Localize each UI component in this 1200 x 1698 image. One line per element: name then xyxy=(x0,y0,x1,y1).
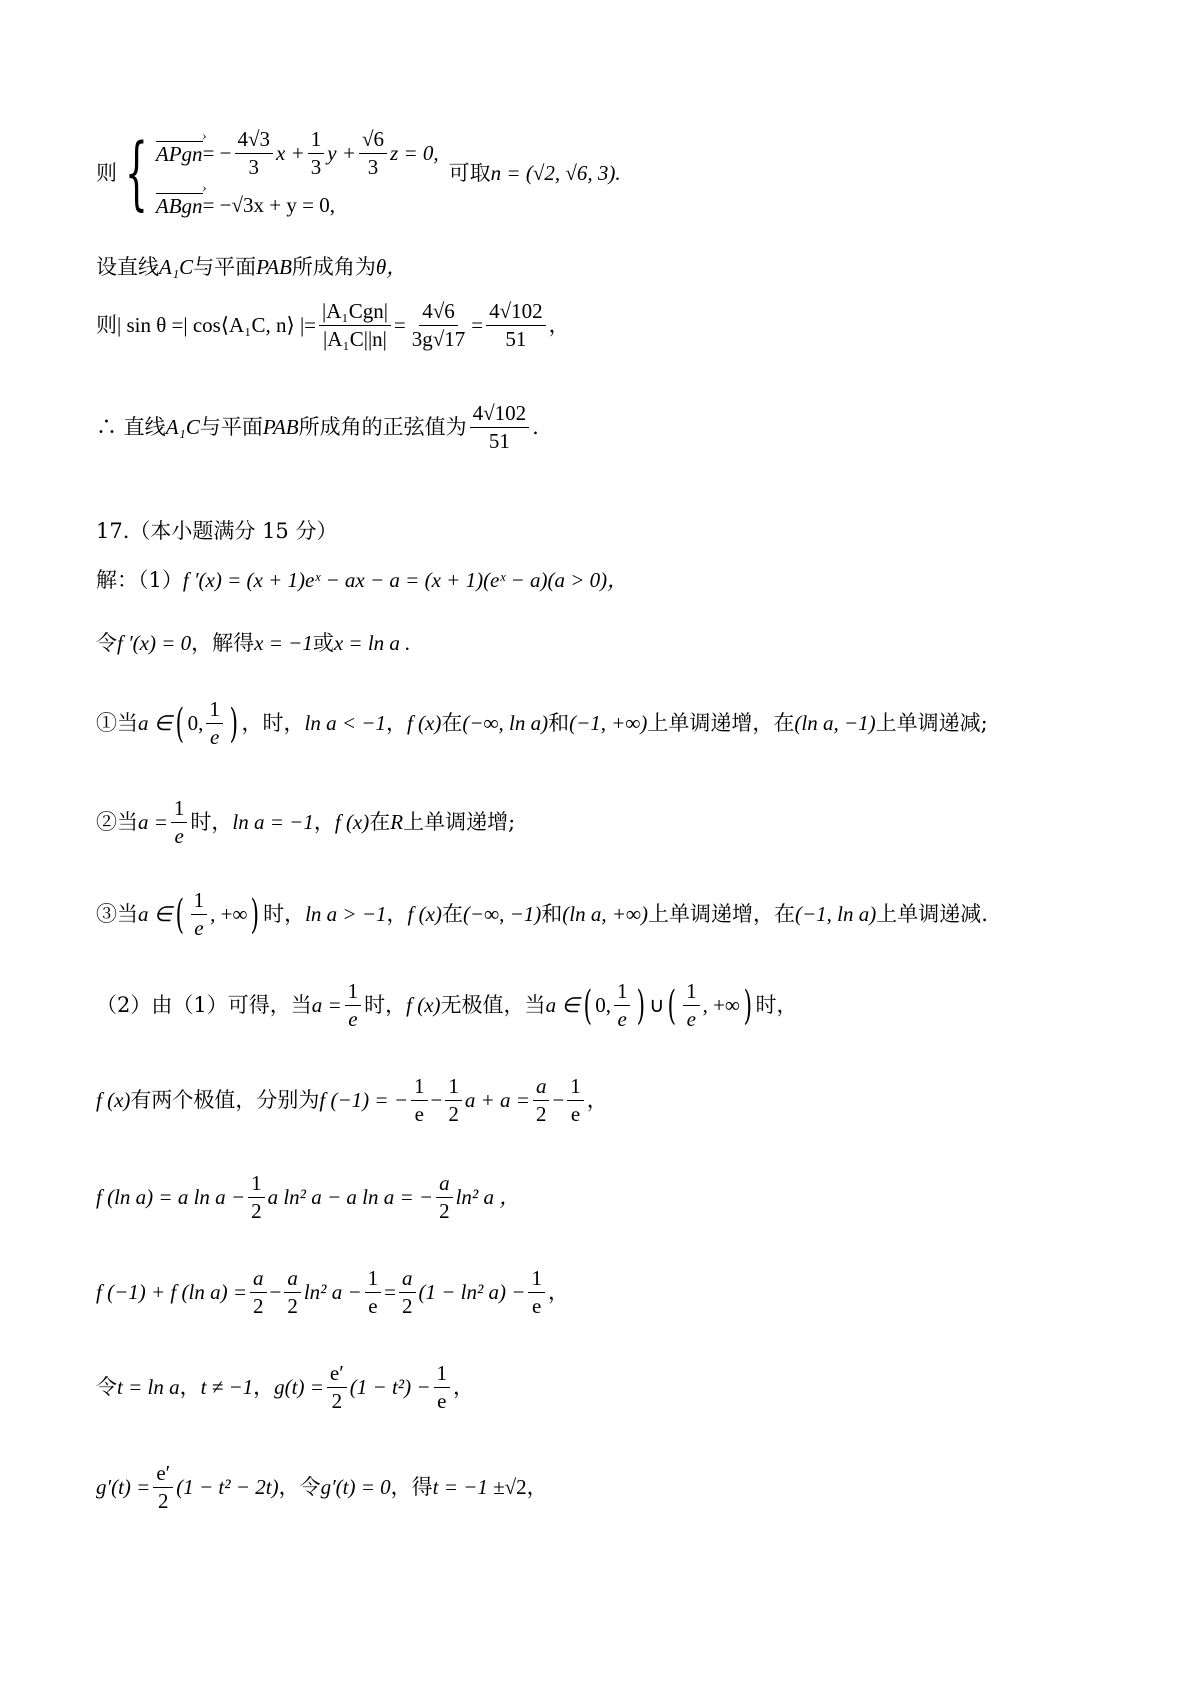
derivative-expression: f ′(x) = (x + 1)eˣ − ax − a = (x + 1)(eˣ − a)(a > 0)， xyxy=(182,568,629,592)
text: 在 xyxy=(441,711,463,736)
fraction xyxy=(533,1075,550,1126)
numerator: 4√3 xyxy=(235,128,274,154)
paren: ) xyxy=(743,982,752,1029)
text: 所成角的正弦值为 xyxy=(298,415,467,440)
denominator: 51 xyxy=(488,429,510,454)
text: 时， xyxy=(263,902,306,927)
vector-ab-dot-n: ABgn › xyxy=(156,193,203,218)
angle-setup-line xyxy=(96,256,1160,279)
then-label: 则 xyxy=(96,160,117,185)
numerator: 1 xyxy=(411,1075,428,1101)
numerator: 4√102 xyxy=(470,402,530,428)
expr: a = xyxy=(311,993,342,1018)
denominator: 2 xyxy=(158,1489,169,1514)
expr: f (x) xyxy=(406,711,442,736)
denominator: 2 xyxy=(331,1389,343,1414)
numerator: 1 xyxy=(567,1075,584,1101)
expr: 0, xyxy=(595,993,611,1018)
text: ， xyxy=(547,1280,569,1305)
fraction xyxy=(153,1462,173,1513)
text: ②当 xyxy=(96,810,138,835)
expr: f (x) xyxy=(407,902,442,927)
text: 时， xyxy=(364,993,407,1018)
numerator: |A₁Cgn| xyxy=(319,300,391,326)
expr: f (−1) = − xyxy=(319,1088,408,1113)
expr: t = −1 ± xyxy=(432,1475,505,1500)
text: 上单调递增; xyxy=(403,810,516,835)
numerator: 1 xyxy=(206,698,223,724)
text: ， xyxy=(548,313,570,338)
text: ， xyxy=(453,1375,475,1400)
fraction xyxy=(248,1172,265,1223)
fraction xyxy=(445,1075,462,1126)
expr: a ∈ xyxy=(545,993,580,1018)
text: ， xyxy=(526,1475,548,1500)
eq-sign: = − xyxy=(202,141,232,166)
denominator: 2 xyxy=(402,1294,413,1319)
numerator: 1 xyxy=(308,128,325,154)
expr: (−1, +∞) xyxy=(569,711,648,736)
text: ，令 xyxy=(278,1475,321,1500)
fraction xyxy=(206,698,223,749)
text: ③当 xyxy=(96,902,138,927)
fraction xyxy=(345,980,362,1031)
denominator: e xyxy=(194,916,204,941)
text: 设直线 xyxy=(96,255,159,279)
expr: (−∞, −1) xyxy=(462,902,542,927)
numerator: 1 xyxy=(445,1075,462,1101)
derivative-line xyxy=(96,569,1160,592)
term: x + xyxy=(276,141,305,166)
fraction xyxy=(470,402,530,453)
denominator: 2 xyxy=(253,1294,264,1319)
fraction xyxy=(486,300,546,351)
denominator: 2 xyxy=(287,1294,298,1319)
f-ln-a-line xyxy=(96,1172,1160,1223)
denominator: 51 xyxy=(505,327,527,352)
critical-points-line xyxy=(96,632,1160,655)
denominator: 3 xyxy=(367,155,379,180)
line-a1c: A₁C xyxy=(159,255,194,279)
paren: ( xyxy=(175,891,185,938)
heading-text: 17.（本小题满分 15 分） xyxy=(96,519,338,543)
text: 与平面 xyxy=(199,415,263,440)
numerator: 4√102 xyxy=(486,300,546,326)
normal-vector-system xyxy=(96,128,1160,218)
minus: − xyxy=(269,1280,282,1305)
fraction xyxy=(327,1362,347,1413)
denominator: 2 xyxy=(535,1102,547,1127)
minus: − xyxy=(430,1088,443,1113)
text: ， xyxy=(386,902,408,927)
denominator: e xyxy=(209,725,220,750)
sine-expression: | sin θ =| cos⟨A₁C, n⟩ |= xyxy=(117,313,316,338)
text: 上单调递减; xyxy=(875,711,988,736)
text: 和 xyxy=(548,711,570,736)
numerator: 1 xyxy=(614,980,631,1006)
text: 在 xyxy=(441,902,463,927)
expr: , +∞ xyxy=(702,993,740,1018)
part-2-intro-line xyxy=(96,980,1160,1031)
text: 上单调递增，在 xyxy=(647,902,795,927)
text: ， xyxy=(385,711,407,736)
text: ， xyxy=(179,1375,201,1400)
text: ，解得 xyxy=(191,631,255,655)
paren: ( xyxy=(583,982,592,1029)
paren: ) xyxy=(229,700,239,747)
numerator: 1 xyxy=(345,980,362,1006)
expr: (1 − t²) − xyxy=(349,1375,431,1400)
text: . xyxy=(532,415,539,440)
then-label: 则 xyxy=(96,313,117,338)
numerator: 1 xyxy=(171,797,188,823)
text: 在 xyxy=(369,810,391,835)
numerator: a xyxy=(250,1267,267,1293)
numerator: 4√6 xyxy=(419,300,458,326)
text: ∴ 直线 xyxy=(96,415,166,440)
denominator: 2 xyxy=(251,1199,262,1224)
text: ①当 xyxy=(96,711,138,736)
text: ， xyxy=(253,1375,275,1400)
expr: x = −1 xyxy=(254,631,313,655)
text: 上单调递增，在 xyxy=(647,711,795,736)
expr: (ln a, +∞) xyxy=(562,902,648,927)
text: 时， xyxy=(755,993,798,1018)
denominator: e xyxy=(368,1294,378,1319)
expr: ln a = −1 xyxy=(232,810,314,835)
expr: t = ln a xyxy=(117,1375,180,1400)
denominator: 3g√17 xyxy=(411,327,466,352)
text: 时， xyxy=(190,810,233,835)
normal-vector-value: n = (√2, √6, 3). xyxy=(490,160,621,185)
term: z = 0, xyxy=(390,141,439,166)
fraction xyxy=(434,1362,451,1413)
case-3-line xyxy=(96,889,1160,940)
fraction xyxy=(191,889,208,940)
text: 解：（1） xyxy=(96,568,183,592)
extreme-values-line xyxy=(96,1075,1160,1126)
denominator: e xyxy=(414,1102,424,1127)
fraction xyxy=(235,128,274,179)
fraction xyxy=(399,1267,416,1318)
fraction xyxy=(250,1267,267,1318)
sum-line xyxy=(96,1267,1160,1318)
expr: (1 − t² − 2t) xyxy=(176,1475,279,1500)
equation-system xyxy=(117,128,439,218)
fraction xyxy=(528,1267,545,1318)
fraction xyxy=(411,1075,428,1126)
fraction xyxy=(614,980,631,1031)
expr: a = xyxy=(138,810,168,835)
expr: g(t) = xyxy=(274,1375,324,1400)
eq-sign: = xyxy=(393,313,406,338)
numerator: a xyxy=(533,1075,550,1101)
expr: g′(t) = 0 xyxy=(320,1475,391,1500)
sqrt-two: √2 xyxy=(504,1475,527,1500)
expr: (ln a, −1) xyxy=(794,711,876,736)
expr: f (x) xyxy=(96,1088,131,1113)
term: = −√3x + y = 0, xyxy=(202,193,335,218)
denominator: 2 xyxy=(448,1102,459,1127)
numerator: 1 xyxy=(683,980,700,1006)
system-row-1 xyxy=(156,128,439,179)
expr: f (x) xyxy=(334,810,370,835)
denominator: e xyxy=(570,1102,581,1127)
vector-ap-dot-n: APgn › xyxy=(156,141,203,166)
numerator: a xyxy=(284,1267,301,1293)
denominator: e xyxy=(532,1294,542,1319)
expr: (−1, ln a) xyxy=(794,902,877,927)
expr: ln a > −1 xyxy=(305,902,387,927)
case-2-line xyxy=(96,797,1160,848)
text: 或 xyxy=(312,631,334,655)
numerator: 1 xyxy=(528,1267,545,1293)
expr: f (−1) + f (ln a) = xyxy=(96,1280,247,1305)
term: y + xyxy=(327,141,357,166)
fraction xyxy=(284,1267,301,1318)
expr: ln² a ， xyxy=(455,1185,521,1210)
substitution-line xyxy=(96,1362,1160,1413)
problem-17-heading xyxy=(96,520,1160,543)
text: 与平面 xyxy=(193,255,257,279)
expr: a + a = xyxy=(464,1088,530,1113)
fraction xyxy=(308,128,325,179)
numerator: a xyxy=(399,1267,416,1293)
numerator: 1 xyxy=(365,1267,382,1293)
numerator: √6 xyxy=(359,128,387,154)
sine-computation-line xyxy=(96,300,1160,351)
line-a1c: A₁C xyxy=(165,415,200,440)
eq-sign: = xyxy=(384,1280,396,1305)
system-rows xyxy=(156,128,439,218)
text: （2）由（1）可得，当 xyxy=(96,993,312,1018)
expr: t ≠ −1 xyxy=(200,1375,254,1400)
denominator: |A₁C||n| xyxy=(323,327,387,352)
expr: f (ln a) = a ln a − xyxy=(96,1185,246,1210)
fraction xyxy=(359,128,387,179)
plane-pab: PAB xyxy=(256,255,292,279)
fraction xyxy=(409,300,469,351)
numerator: 1 xyxy=(191,889,208,915)
numerator: a xyxy=(436,1172,453,1198)
text: ， xyxy=(313,810,335,835)
fraction xyxy=(567,1075,584,1126)
left-brace: { xyxy=(124,126,148,220)
text: ，得 xyxy=(390,1475,433,1500)
expr: (−∞, ln a) xyxy=(462,711,549,736)
denominator: e xyxy=(617,1007,627,1032)
text: 有两个极值，分别为 xyxy=(130,1088,320,1113)
g-derivative-line xyxy=(96,1462,1160,1513)
paren: ( xyxy=(175,700,185,747)
numerator: e′ xyxy=(327,1362,347,1388)
expr: a ∈ xyxy=(138,711,173,736)
text: 令 xyxy=(96,1375,117,1400)
text: 和 xyxy=(541,902,563,927)
fraction xyxy=(319,300,391,351)
expr: f ′(x) = 0 xyxy=(117,631,192,655)
paren: ( xyxy=(667,982,677,1029)
numerator: 1 xyxy=(248,1172,265,1198)
fraction xyxy=(365,1267,382,1318)
text: 无极值，当 xyxy=(440,993,546,1018)
expr: a ln² a − a ln a = − xyxy=(267,1185,434,1210)
denominator: 3 xyxy=(248,155,260,180)
denominator: e xyxy=(174,824,184,849)
numerator: e′ xyxy=(153,1462,173,1488)
expr: x = ln a . xyxy=(333,631,411,655)
fraction xyxy=(171,797,188,848)
denominator: 3 xyxy=(310,155,322,180)
fraction xyxy=(436,1172,453,1223)
paren: ) xyxy=(636,982,646,1029)
denominator: 2 xyxy=(439,1199,450,1224)
fraction xyxy=(683,980,700,1031)
paren: ) xyxy=(250,891,260,938)
expr: R xyxy=(390,810,404,835)
text: ，时， xyxy=(241,711,305,736)
expr: a ∈ xyxy=(138,902,173,927)
text: 所成角为 xyxy=(291,255,376,279)
text: 上单调递减. xyxy=(876,902,988,927)
denominator: e xyxy=(437,1389,447,1414)
case-1-line xyxy=(96,698,1160,749)
plane-pab: PAB xyxy=(262,415,299,440)
expr: g′(t) = xyxy=(96,1475,151,1500)
denominator: e xyxy=(686,1007,696,1032)
conclusion-line xyxy=(96,402,1160,453)
system-row-2 xyxy=(156,193,439,218)
expr: f (x) xyxy=(406,993,441,1018)
denominator: e xyxy=(348,1007,358,1032)
theta: θ， xyxy=(375,255,408,279)
expr: ln² a − xyxy=(303,1280,362,1305)
expr: , +∞ xyxy=(210,902,248,927)
may-take-label: 可取 xyxy=(448,160,491,185)
expr: (1 − ln² a) − xyxy=(418,1280,526,1305)
text: ， xyxy=(586,1088,608,1113)
expr: 0, xyxy=(187,711,204,736)
numerator: 1 xyxy=(434,1362,451,1388)
union-symbol: ∪ xyxy=(649,993,665,1018)
eq-sign: = xyxy=(471,313,484,338)
expr: ln a < −1 xyxy=(304,711,386,736)
text: 令 xyxy=(96,631,117,655)
minus: − xyxy=(552,1088,565,1113)
